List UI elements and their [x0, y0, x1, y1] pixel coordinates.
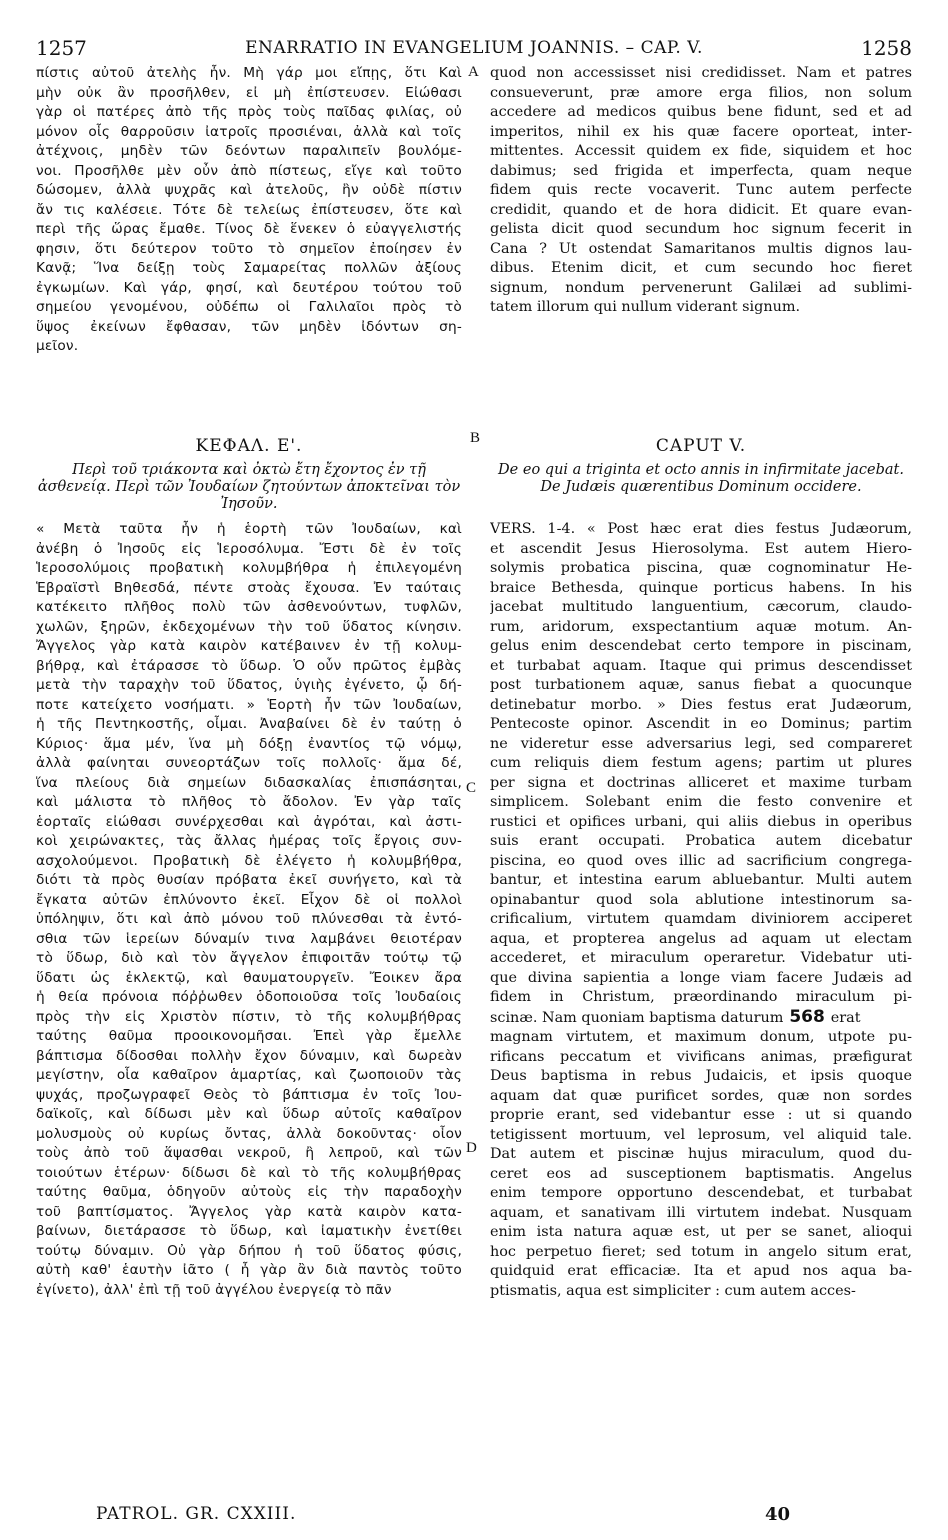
- greek-text-line: Ἄγγελος γὰρ κατὰ καιρὸν κατέβαινεν ἐν τῇ κολυμ-: [36, 638, 462, 654]
- greek-text-line: δαϊκοῖς, καὶ δίδωσι μὲν καὶ ὕδωρ αὐτοῖς καθαῖρον: [36, 1106, 462, 1122]
- latin-text-line: signum, nondum pervenerunt Galilæi ad sublimi-: [490, 279, 912, 296]
- margin-letter-d: D: [466, 1140, 477, 1156]
- greek-text-line: τοιούτων ἑτέρων· δίδωσι δὲ καὶ τὸ τῆς κολυμβήθρας: [36, 1164, 462, 1181]
- greek-text-line: διότι τὰ πρὸς θυσίαν πρόβατα ἐκεῖ συνήγετο, καὶ τὰ: [36, 872, 462, 888]
- greek-top-lines: [36, 64, 462, 357]
- margin-letter-a: A: [468, 64, 479, 80]
- latin-text-line: imperitos, nihil ex his quæ facere oporteat, inter-: [490, 123, 912, 140]
- greek-chapter-heading: [36, 436, 462, 513]
- latin-text-line: hoc perpetuo fieret; sed totum in angelo situm erat,: [490, 1243, 912, 1260]
- greek-text-line: πρὸς τὴν εἰς Χριστὸν πίστιν, τὸ τῆς κολυμβήθρας: [36, 1008, 462, 1025]
- page-number-right: 1258: [861, 36, 912, 60]
- latin-text-line: credidit, quando et de hora didicit. Et quare evan-: [490, 201, 912, 218]
- greek-text-line: ὕδατι ὡς ἐκλεκτῷ, καὶ θαυματουργεῖν. Ἔοικεν ἄρα: [36, 969, 462, 986]
- greek-text-line: βαίνων, διετάρασσε τὸ ὕδωρ, καὶ ἰαματικὴν ἐνετίθει: [36, 1223, 462, 1239]
- greek-text-line: Ἱεροσολύμοις προβατικὴ κολυμβήθρα ἡ ἐπιλεγομένη: [36, 560, 462, 576]
- latin-text-line: VERS. 1-4. « Post hæc erat dies festus Judæorum,: [490, 521, 912, 537]
- greek-text-line: ἄν τις καλέσειε. Τότε δὲ τελείως ἐπίστευσεν, ὅτε καὶ: [36, 201, 462, 218]
- greek-body-column: [36, 520, 462, 1300]
- greek-text-line: χωλῶν, ξηρῶν, ἐκδεχομένων τὴν τοῦ ὕδατος κίνησιν.: [36, 618, 462, 635]
- latin-text-line: aquam, et sanativam illi virtutem indebat. Nusquam: [490, 1204, 912, 1221]
- latin-text-line: proprie erant, sed videbantur esse : ut si quando: [490, 1107, 912, 1123]
- latin-text-line: accedere ad medicos quibus bene fidunt, sed et ad: [490, 104, 912, 120]
- greek-text-line: ἡ τῆς Πεντηκοστῆς, οἶμαι. Ἀναβαίνει δὲ ἐν ταύτῃ ὁ: [36, 716, 462, 732]
- greek-text-line: τὸ ὕδωρ, διὸ καὶ τὸν ἄγγελον ἐπιφοιτᾶν τούτῳ τῷ: [36, 950, 462, 966]
- latin-text-line: tatem illorum qui nullum viderant signum.: [490, 299, 801, 315]
- greek-text-line: τοὺς ἀπὸ τοῦ ἅψασθαι νεκροῦ, ἢ λεπροῦ, καὶ τῶν: [36, 1145, 462, 1161]
- latin-chapter-heading: [490, 436, 912, 496]
- latin-text-line: et ascendit Jesus Hierosolyma. Est autem Hiero-: [490, 540, 912, 557]
- latin-top-column: [490, 64, 912, 318]
- greek-text-line: τοῦ βαπτίσματος. Ἄγγελος γὰρ κατὰ καιρὸν κατα-: [36, 1203, 462, 1220]
- latin-chapter-title: CAPUT V.: [655, 436, 747, 456]
- latin-text-line: Dat autem et piscinæ hujus miraculum, quod du-: [490, 1146, 912, 1162]
- latin-text-line: ceret eos ad susceptionem baptismatis. Angelus: [490, 1165, 912, 1182]
- latin-text-line: cum reliquis diem festum agens; partim ut plures: [490, 755, 912, 771]
- greek-text-line: μολυσμοὺς οὐ κυρίως ὄντας, ἀλλὰ δοκοῦντας· οἷον: [36, 1125, 462, 1142]
- greek-text-line: « Μετὰ ταῦτα ἦν ἡ ἑορτὴ τῶν Ἰουδαίων, καὶ: [36, 521, 462, 537]
- latin-text-line: rustici et opifices urbani, qui aliis diebus in operibus: [490, 813, 912, 830]
- greek-text-line: ἵνα πλείους διὰ σημείων διδασκαλίας ἐπισπάσηται,: [36, 774, 462, 791]
- greek-text-line: μόνον οἷς θαρροῦσιν ἰατροῖς προσιέναι, ἀλλὰ καὶ τοῖς: [36, 123, 462, 140]
- greek-text-line: μετὰ τὴν ταραχὴν τοῦ ὕδατος, ὑγιὴς ἐγένετο, ᾧ δή-: [36, 677, 462, 693]
- greek-text-line: ὕψος ἐκείνων ἔφθασαν, τῶν μηδὲν ἰδόντων ση-: [36, 318, 462, 335]
- latin-text-line: ptismatis, aqua est simpliciter : cum autem acces-: [490, 1282, 856, 1299]
- latin-text-line: suis erant occupati. Probatica autem dicebatur: [490, 833, 912, 849]
- greek-text-line: γὰρ οἱ πατέρες ἀπὸ τῆς πρὸς τοὺς παῖδας φιλίας, οὐ: [36, 104, 462, 120]
- latin-chapter-subtitle: De eo qui a triginta et octo annis in infirmitate jacebat. De Judæis quærentibus Dominum occidere.: [498, 462, 904, 495]
- greek-text-line: πίστις αὐτοῦ ἀτελὴς ἦν. Μὴ γάρ μοι εἴπῃς, ὅτι Καὶ: [36, 65, 462, 81]
- page-number-left: 1257: [36, 36, 87, 60]
- greek-text-line: μεῖον.: [36, 338, 79, 354]
- greek-text-line: αὐτὴ καθ' ἑαυτὴν ἰᾶτο ( ἦ γὰρ ἂν διὰ παντὸς τοῦτο: [36, 1262, 462, 1278]
- latin-text-line: rificans peccatum et vivificans animas, præfigurat: [490, 1048, 912, 1065]
- greek-text-line: ταύτης θαῦμα προοικονομῆσαι. Ἐπεὶ γὰρ ἔμελλε: [36, 1028, 462, 1044]
- latin-text-line: detinebatur morbo. » Dies festus erat Judæorum,: [490, 696, 912, 713]
- latin-text-line: jacebat multitudo languentium, cæcorum, claudo-: [490, 599, 912, 615]
- latin-text-line: piscina, eo quod oves illic ad sacrificium congrega-: [490, 852, 912, 869]
- latin-text-line: Cana ? Ut ostendat Samaritanos multis dignos lau-: [490, 240, 912, 257]
- greek-text-line: μὴν οὐκ ἂν προσῆλθεν, εἰ μὴ ἐπίστευσεν. Εἰώθασι: [36, 84, 462, 101]
- latin-text-line: ne videretur esse adversarius legi, sed compareret: [490, 735, 912, 752]
- latin-text-line: braice Bethesda, quinque porticus habens. In his: [490, 579, 912, 596]
- latin-text-line: post turbationem aquæ, sanus fiebat a quocunque: [490, 677, 912, 693]
- column-marker-tail: erat: [830, 1009, 861, 1026]
- latin-text-line: solymis probatica piscina, quæ cognominatur He-: [490, 560, 912, 576]
- greek-text-line: ταύτης θαῦμα, ὁδηγοῦν αὐτοὺς εἰς τὴν παραδοχὴν: [36, 1184, 462, 1200]
- greek-text-line: ὑπόληψιν, ὅτι καὶ ἀπὸ μόνου τοῦ πλύνεσθαι τὰ ἐντό-: [36, 911, 462, 927]
- greek-text-line: ἀτέχνοις, μηδὲν τῶν δεόντων παραλιπεῖν βουλόμε-: [36, 143, 462, 159]
- latin-text-line: scinæ. Nam quoniam baptisma daturum 568 erat: [490, 1007, 861, 1027]
- greek-text-line: σημείου γενομένου, οὐδέπω οἱ Γαλιλαῖοι πρὸς τὸ: [36, 299, 462, 315]
- latin-text-line: enim tempore opportuno descendebat, et turbabat: [490, 1185, 912, 1201]
- footer-patrologia: PATROL. GR. CXXIII.: [96, 1504, 297, 1524]
- greek-text-line: μεγίστην, οἷα καθαῖρον ἁμαρτίας, καὶ ζωοποιοῦν τὰς: [36, 1067, 462, 1083]
- latin-text-line: Deus baptisma in rebus Judaicis, et ipsis quoque: [490, 1068, 912, 1084]
- greek-text-line: ἡ θεία πρόνοια πόῤῥωθεν ὁδοποιοῦσα τοῖς Ἰουδαίοις: [36, 989, 462, 1005]
- latin-text-line: enim ista natura aquæ est, ut per se sanet, alioqui: [490, 1224, 912, 1240]
- margin-letter-c: C: [466, 780, 477, 796]
- greek-text-line: ποτε κατείχετο νοσήματι. » Ἑορτὴ ἦν τῶν Ἰουδαίων,: [36, 696, 462, 713]
- greek-text-line: Ἑβραϊστὶ Βηθεσδά, πέντε στοὰς ἔχουσα. Ἐν ταύταις: [36, 579, 462, 596]
- greek-text-line: καὶ μάλιστα τὸ πλῆθος τὸ ἄδολον. Ἐν γὰρ ταῖς: [36, 794, 462, 810]
- greek-chapter-title: ΚΕΦΑΛ. Ε'.: [195, 436, 303, 456]
- greek-text-line: ἀλλὰ φαίνηται συνεορτάζων τοῖς πολλοῖς· ἅμα δέ,: [36, 755, 462, 771]
- column-marker-568: 568: [783, 1007, 831, 1027]
- latin-text-line: magnam virtutem, et maximum donum, utpote pu-: [490, 1029, 912, 1045]
- running-header: [36, 36, 912, 62]
- latin-text-line: aqua, et propterea angelus ad aquam ut electam: [490, 930, 912, 947]
- greek-chapter-subtitle: Περὶ τοῦ τριάκοντα καὶ ὀκτὼ ἔτη ἔχοντος ἐν τῇ ἀσθενείᾳ. Περὶ τῶν Ἰουδαίων ζητούντων ἀποκτεῖναι τὸν Ἰησοῦν.: [37, 462, 461, 512]
- latin-body-column: [490, 520, 912, 1301]
- running-title: ENARRATIO IN EVANGELIUM JOANNIS. – CAP. V.: [245, 38, 703, 58]
- greek-text-line: περὶ τῆς ὥρας ἔμαθε. Τίνος δὲ ἕνεκεν ὁ εὐαγγελιστής: [36, 221, 462, 237]
- greek-text-line: Κύριος· ἅμα μέν, ἵνα μὴ δόξῃ ἐναντίος τῷ νόμῳ,: [36, 735, 462, 752]
- greek-text-line: δώσομεν, ἀλλὰ ψυχρᾶς καὶ ἀτελοῦς, ἣν οὐδὲ πίστιν: [36, 182, 462, 198]
- greek-text-line: βάπτισμα δίδοσθαι πολλὴν ἔχον δύναμιν, καὶ δωρεὰν: [36, 1047, 462, 1064]
- greek-text-line: ἑορταῖς εἰώθασι συνέρχεσθαι καὶ ἀγρόται, καὶ ἀστι-: [36, 813, 462, 830]
- latin-body-lines: [490, 520, 912, 1301]
- latin-text-line: dibus. Etenim dicit, et cum secundo hoc fieret: [490, 260, 912, 276]
- latin-text-line: quod non accessisset nisi credidisset. Nam et patres: [490, 65, 912, 81]
- latin-text-line: simplicem. Solebant enim die festo convenire et: [490, 794, 912, 810]
- latin-text-line: crificalium, virtutem quamdam diviniorem acciperet: [490, 911, 912, 927]
- margin-letter-b: B: [470, 430, 481, 446]
- latin-text-line: tetigissent mortuum, vel leprosum, vel aliquid tale.: [490, 1126, 912, 1143]
- greek-text-line: νοι. Προσῆλθε μὲν οὖν ἀπὸ πίστεως, εἴγε καὶ τοῦτο: [36, 162, 462, 179]
- greek-text-line: ἔγκατα αὐτῶν ἐπλύνοντο ἐκεῖ. Εἶχον δὲ οἱ πολλοὶ: [36, 891, 462, 908]
- latin-text-line: gelista dicit quod secundum hoc signum fecerit in: [490, 221, 912, 237]
- greek-text-line: ἐγίνετο), ἀλλ' ἐπὶ τῇ τοῦ ἀγγέλου ἐνεργείᾳ τὸ πᾶν: [36, 1281, 392, 1298]
- latin-text-line: rum, aridorum, exspectantium aquæ motum. An-: [490, 618, 912, 635]
- latin-text-line: fidem quis recte vocaverit. Tunc autem perfecte: [490, 182, 912, 198]
- latin-text-line: Pentecoste opinor. Ascendit in eo Dominus; partim: [490, 716, 912, 732]
- greek-text-line: ἀνέβη ὁ Ἰησοῦς εἰς Ἱεροσόλυμα. Ἔστι δὲ ἐν τοῖς: [36, 540, 462, 557]
- greek-text-line: τούτῳ δύναμιν. Οὐ γὰρ δήπου ἡ τοῦ ὕδατος φύσις,: [36, 1242, 462, 1259]
- greek-text-line: ασχολούμενοι. Προβατικὴ δὲ ἐλέγετο ἡ κολυμβήθρα,: [36, 852, 462, 869]
- greek-text-line: κατέκειτο πλῆθος πολὺ τῶν ἀσθενούντων, τυφλῶν,: [36, 599, 462, 615]
- greek-top-column: [36, 64, 462, 357]
- latin-text-line: bantur, et intestina earum abluebantur. Multi autem: [490, 872, 912, 888]
- latin-text-line: mittentes. Accessit quidem ex fide, siquidem et hoc: [490, 143, 912, 159]
- greek-text-line: ψυχάς, προζωγραφεῖ Θεὸς τὸ βάπτισμα ἐν τοῖς Ἰου-: [36, 1086, 462, 1103]
- greek-text-line: σθια τῶν ἱερείων δύναμίν τινα λαμβάνει θειοτέραν: [36, 930, 462, 947]
- latin-text-line: quidquid erat efficaciæ. Ita et apud nos aqua ba-: [490, 1263, 912, 1279]
- greek-text-line: κοὶ χειρώνακτες, τὰς ἄλλας ἡμέρας τοῖς ἔργοις συν-: [36, 833, 462, 849]
- latin-text-line: dabimus; sed frigida et imperfecta, quam neque: [490, 162, 912, 179]
- latin-text-line: et turbabat aquam. Itaque qui primus descendisset: [490, 657, 912, 674]
- latin-text-line: per signa et doctrinas alliceret et maxime turbam: [490, 774, 912, 791]
- greek-text-line: φησιν, ὅτι δεύτερον τοῦτο τὸ σημεῖον ἐποίησεν ἐν: [36, 240, 462, 257]
- greek-body-lines: [36, 520, 462, 1300]
- latin-top-lines: [490, 64, 912, 318]
- latin-text-line: aquam dat quæ purificet sordes, quæ non sordes: [490, 1087, 912, 1104]
- greek-text-line: ἐγκωμίων. Καὶ γάρ, φησί, καὶ δευτέρου τούτου τοῦ: [36, 279, 462, 296]
- latin-text-line: gelus enim descendebat certo tempore in piscinam,: [490, 638, 912, 654]
- footer-signature: 40: [765, 1504, 791, 1525]
- latin-text-line: consueverunt, præ amore erga filios, non solum: [490, 84, 912, 101]
- latin-text-line: fidem in Christum, præordinando miraculum pi-: [490, 989, 912, 1005]
- latin-text-line: que divina sapientia a longe viam facere Judæis ad: [490, 969, 912, 986]
- greek-text-line: βήθρᾳ, καὶ ἐτάρασσε τὸ ὕδωρ. Ὁ οὖν πρῶτος ἐμβὰς: [36, 657, 462, 674]
- latin-text-line: accederet, et miraculum operaretur. Videbatur uti-: [490, 950, 912, 966]
- latin-text-line: opinabantur quod sola ablutione intestinorum sa-: [490, 891, 912, 908]
- greek-text-line: Κανᾷ; Ἵνα δείξῃ τοὺς Σαμαρείτας πολλῶν ἀξίους: [36, 260, 462, 276]
